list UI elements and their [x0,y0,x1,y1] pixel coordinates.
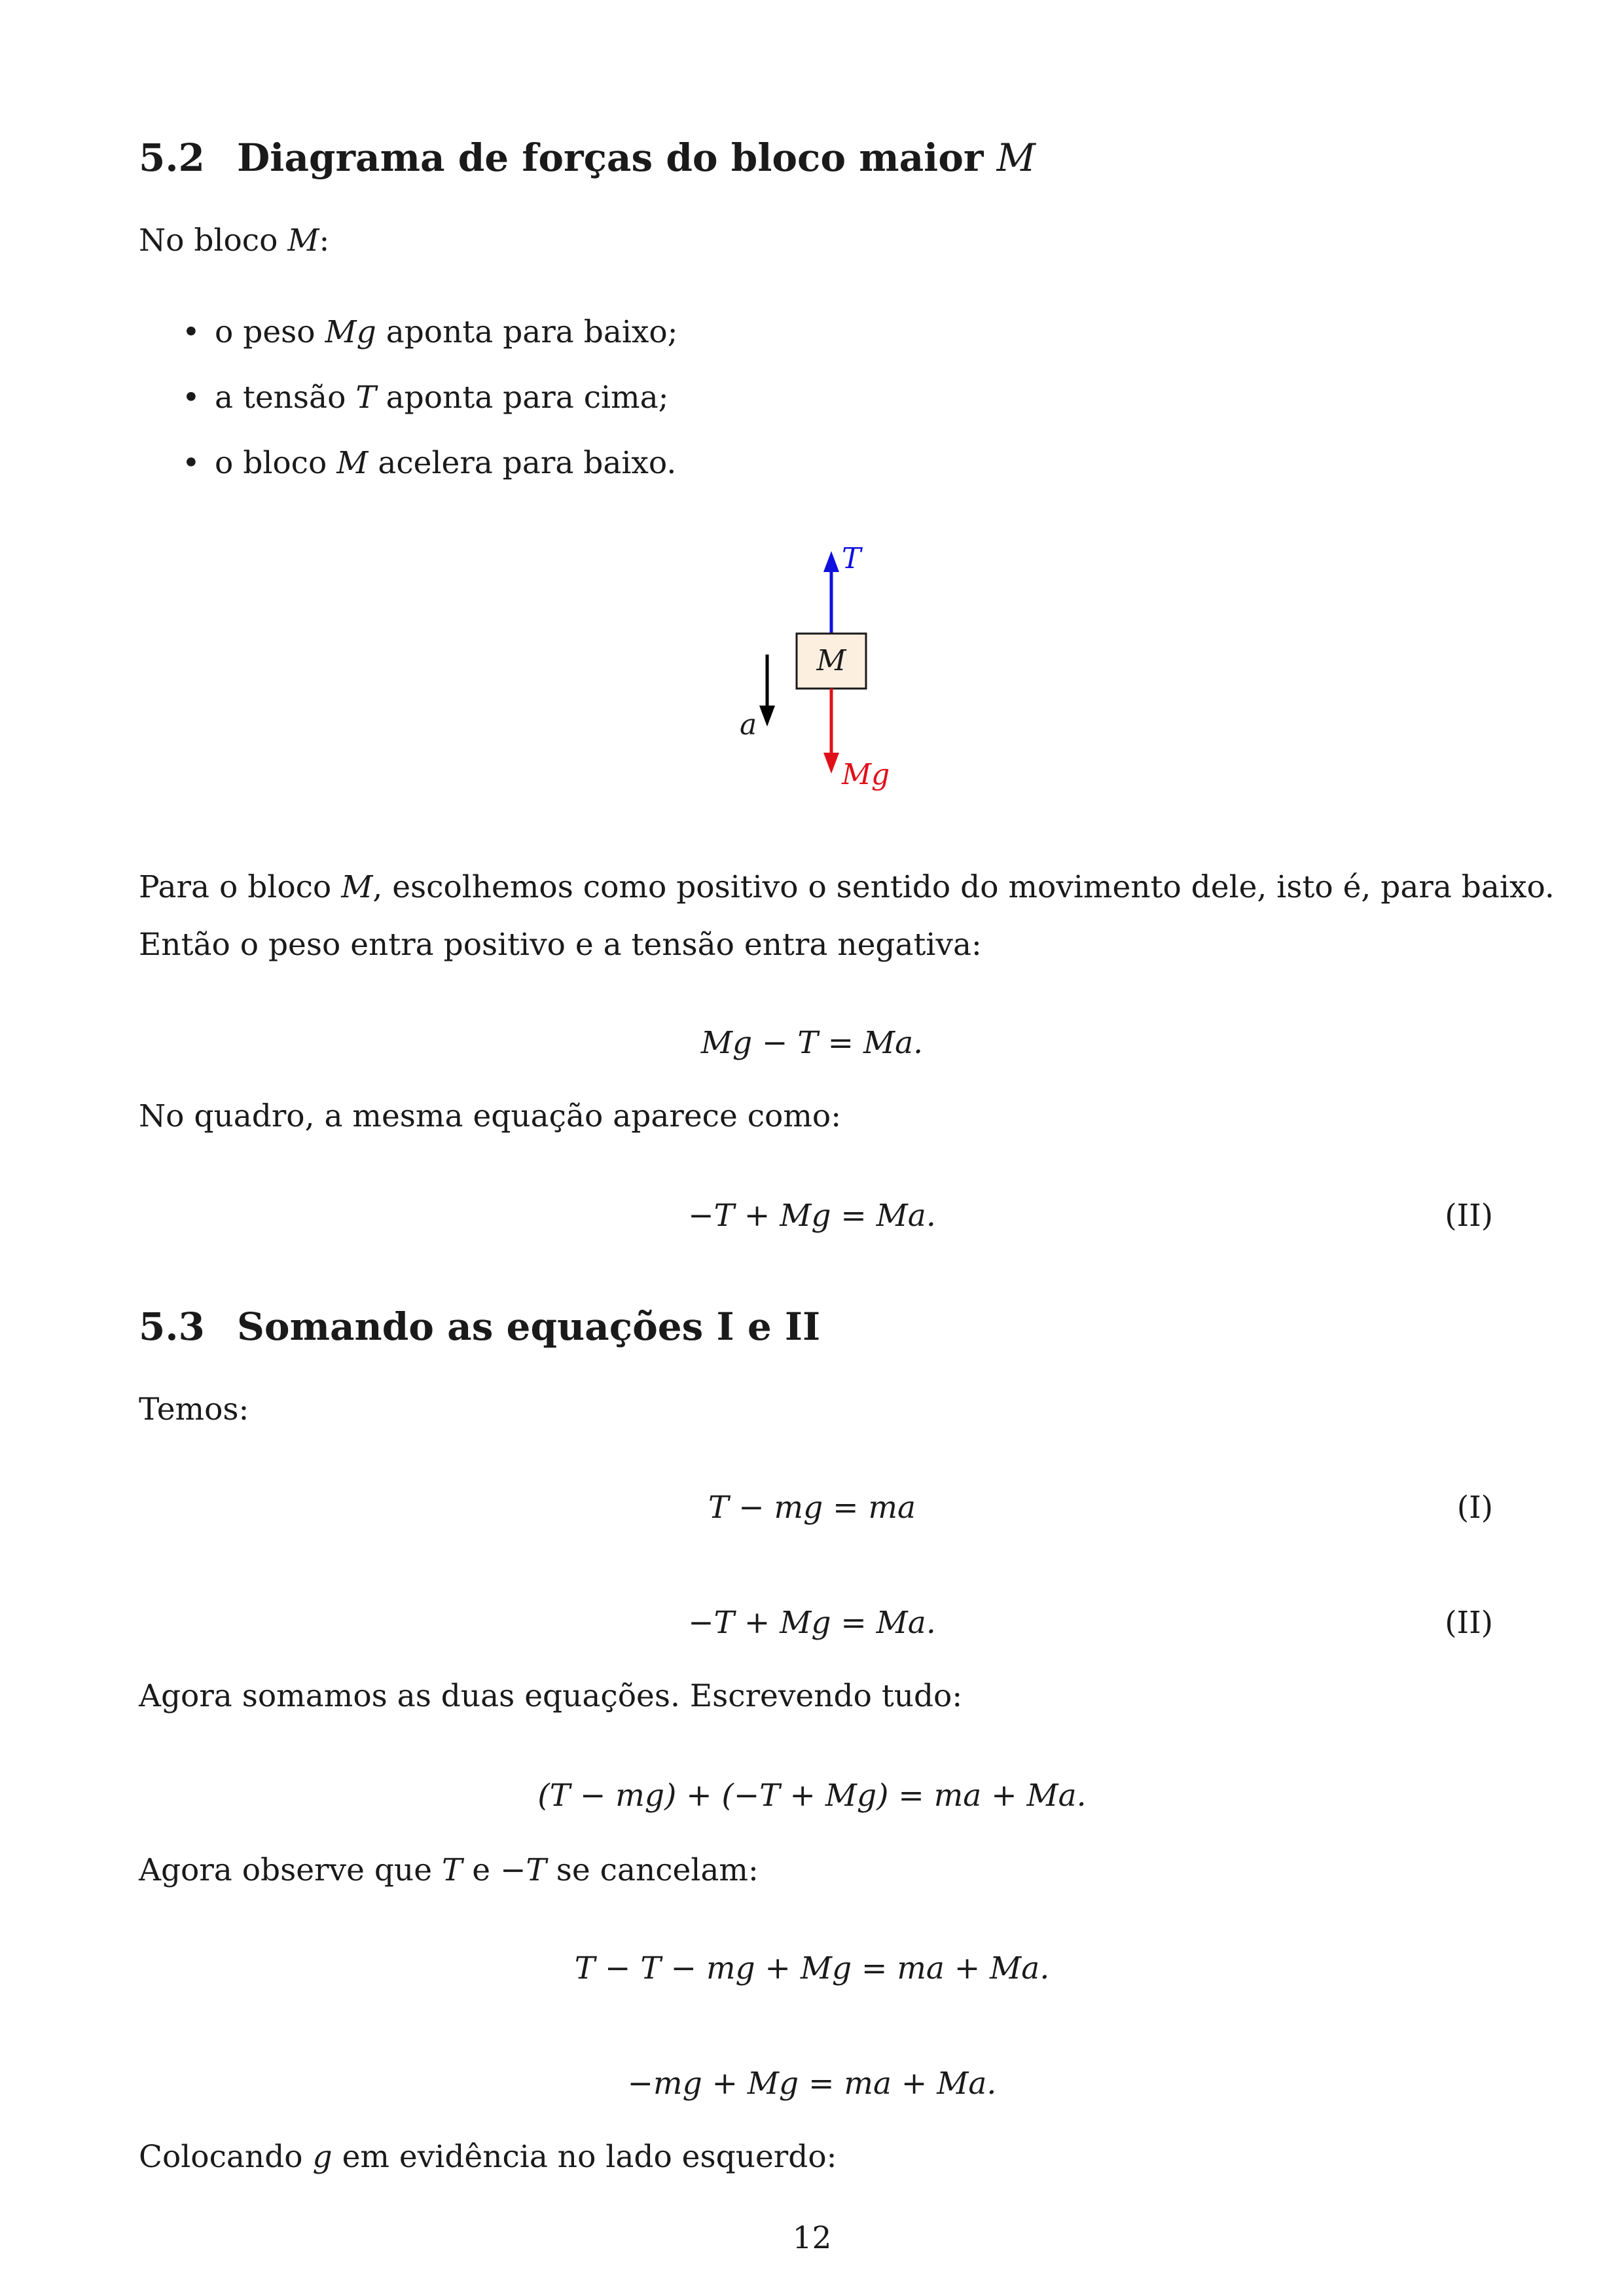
temos-line: Temos: [139,1391,249,1427]
bullet-dot: • [182,380,200,416]
bullet-text: a tensão [215,380,346,416]
equation-b-tag: (II) [1445,1198,1493,1234]
block-label: M [816,644,846,677]
intro-prefix: No bloco [139,223,278,259]
page-number: 12 [792,2220,832,2256]
paragraph-1-line-1 [139,869,1555,905]
text-run: e [472,1852,491,1888]
bullet-text: acelera para baixo. [378,445,677,481]
equation-b: −T + Mg = Ma. [688,1198,936,1234]
acceleration-label: a [740,708,757,742]
paragraph-5 [139,2139,837,2175]
bullet-math: Mg [325,314,376,350]
bullet-dot: • [182,445,200,481]
section-heading-5-2 [139,135,1036,180]
list-item [182,380,669,416]
list-item [182,445,677,481]
bullet-text: o peso [215,314,316,350]
section-number: 5.3 [139,1304,205,1349]
text-run: Colocando [139,2139,303,2175]
equation-e: (T − mg) + (−T + Mg) = ma + Ma. [537,1778,1087,1814]
math-run: −T [500,1852,547,1888]
paragraph-1-line-2: Então o peso entra positivo e a tensão entra negativa: [139,927,982,963]
text-run: Agora observe que [139,1852,433,1888]
list-item [182,314,678,350]
tension-label: T [842,542,861,575]
intro-line [139,223,330,259]
equation-a: Mg − T = Ma. [700,1025,924,1061]
text-run: se cancelam: [556,1852,759,1888]
bullet-dot: • [182,314,200,350]
tension-arrowhead [823,551,839,572]
weight-arrowhead [823,753,839,774]
paragraph-3: Agora somamos as duas equações. Escrevendo tudo: [139,1678,963,1714]
equation-g: −mg + Mg = ma + Ma. [627,2066,997,2102]
bullet-text: aponta para cima; [386,380,669,416]
text-run: em evidência no lado esquerdo: [342,2139,837,2175]
bullet-math: T [355,380,376,416]
intro-math: M [287,223,319,259]
section-heading-5-3 [139,1304,821,1349]
math-run: M [341,869,373,905]
equation-f: T − T − mg + Mg = ma + Ma. [574,1950,1050,1986]
equation-d: −T + Mg = Ma. [688,1605,936,1641]
force-diagram [707,524,943,812]
equation-c-tag: (I) [1456,1490,1493,1526]
paragraph-2: No quadro, a mesma equação aparece como: [139,1098,842,1134]
section-title: Somando as equações I e II [237,1304,821,1349]
math-run: T [441,1852,463,1888]
acceleration-arrowhead [759,706,775,726]
section-title: Diagrama de forças do bloco maior [237,135,984,180]
paragraph-4 [139,1852,759,1888]
text-run: Para o bloco [139,869,332,905]
weight-label: Mg [842,758,890,791]
equation-d-tag: (II) [1445,1605,1493,1641]
math-run: g [312,2139,333,2175]
section-number: 5.2 [139,135,205,180]
text-run: , escolhemos como positivo o sentido do movimento dele, isto é, para baixo. [372,869,1555,905]
section-title-math: M [996,135,1036,180]
bullet-text: o bloco [215,445,327,481]
bullet-math: M [336,445,369,481]
bullet-text: aponta para baixo; [386,314,678,350]
intro-suffix: : [319,223,330,259]
equation-c: T − mg = ma [708,1490,916,1526]
